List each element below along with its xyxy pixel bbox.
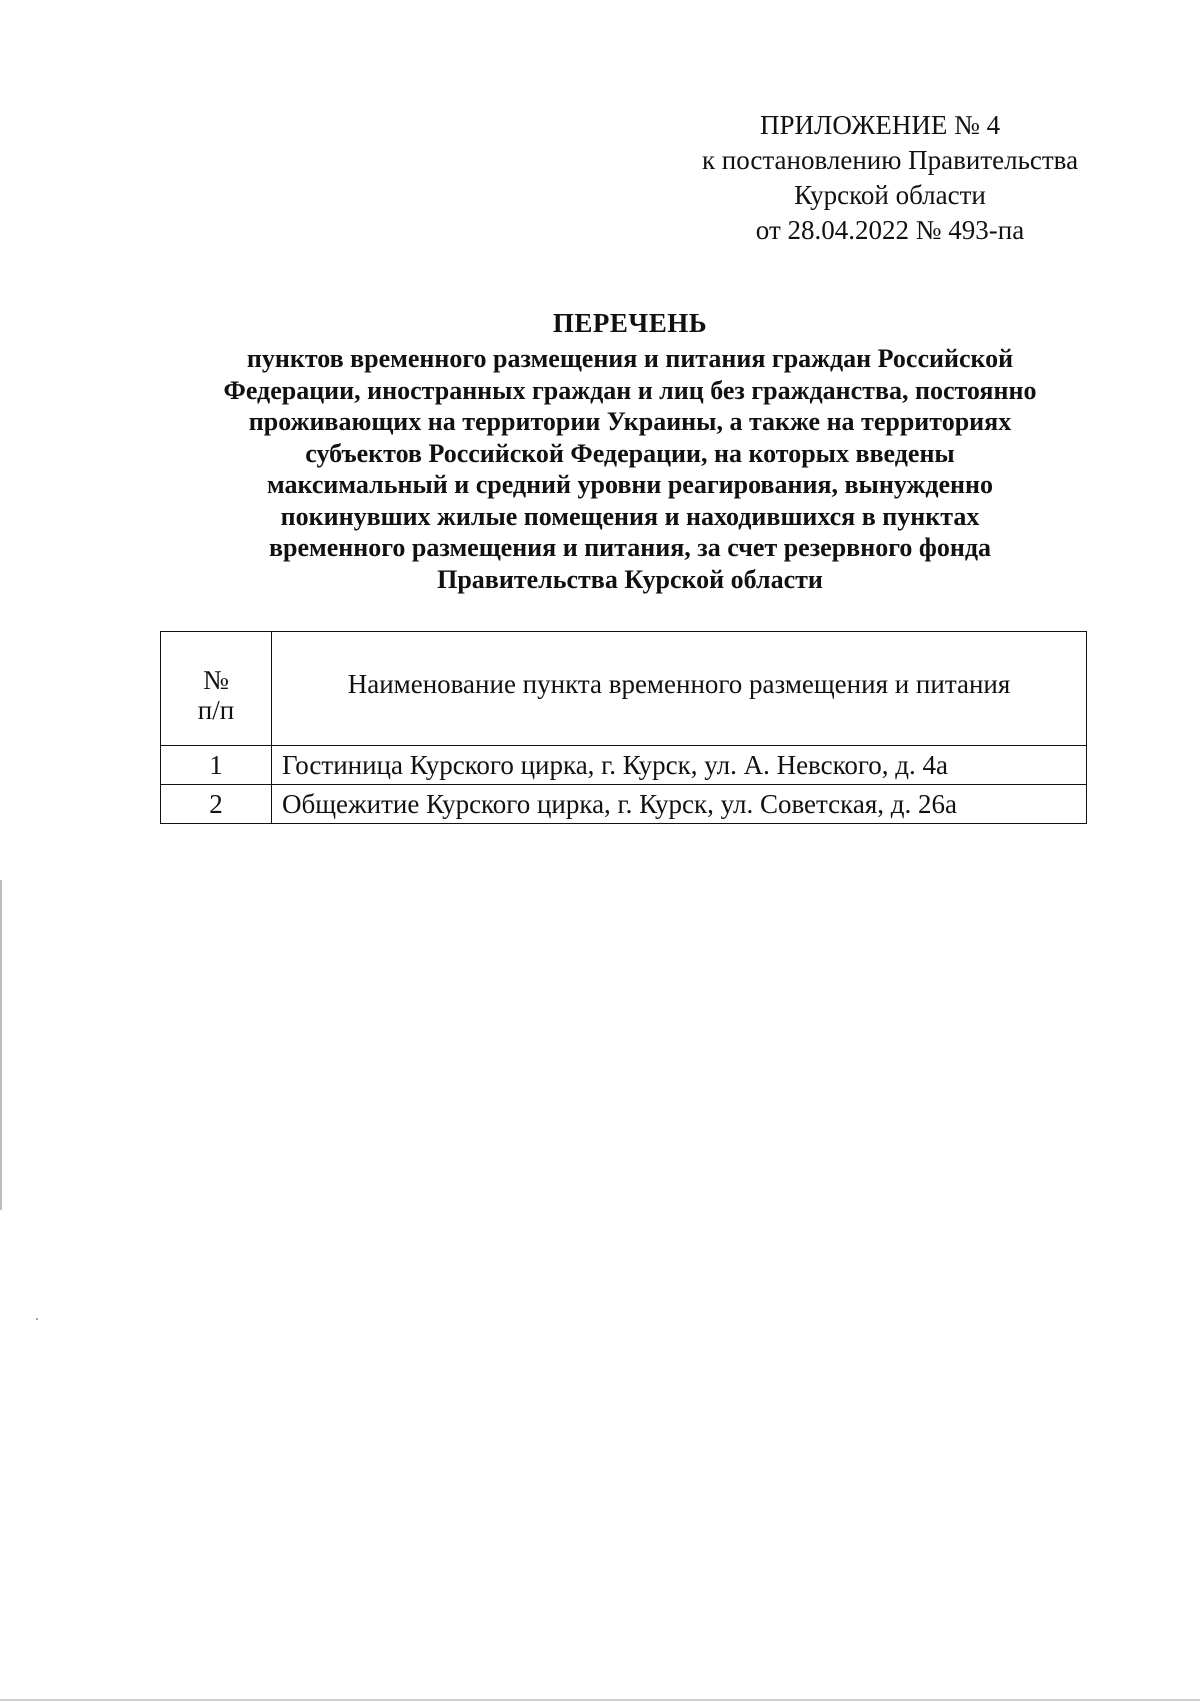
appendix-region: Курской области [794, 180, 986, 210]
title-line: максимальный и средний уровни реагирования, вынужденно [267, 470, 993, 499]
row-number: 1 [161, 746, 272, 785]
title-line: пунктов временного размещения и питания граждан Российской [246, 344, 1014, 373]
appendix-date: от 28.04.2022 № 493-па [755, 215, 1025, 245]
table-row [161, 746, 1087, 785]
appendix-reference: к постановлению Правительства [701, 145, 1079, 175]
title-heading: ПЕРЕЧЕНЬ [552, 308, 708, 338]
appendix-block [680, 108, 1100, 248]
title-line: Правительства Курской области [437, 564, 823, 594]
table-row [161, 785, 1087, 824]
facilities-table [160, 631, 1087, 824]
number-abbrev: п/п [197, 695, 235, 725]
number-sign: № [203, 665, 229, 695]
title-line: временного размещения и питания, за счет резервного фонда [269, 533, 991, 562]
column-header-number [161, 632, 272, 746]
column-header-name: Наименование пункта временного размещения и питания [272, 632, 1087, 746]
row-name: Общежитие Курского цирка, г. Курск, ул. Советская, д. 26а [272, 785, 1087, 824]
title-line: Федерации, иностранных граждан и лиц без гражданства, постоянно [223, 375, 1037, 405]
title-line: субъектов Российской Федерации, на которых введены [305, 438, 955, 468]
title-line: проживающих на территории Украины, а также на территориях [248, 407, 1012, 436]
row-number: 2 [161, 785, 272, 824]
scan-speck [36, 1318, 38, 1320]
scan-edge-mark [0, 880, 2, 1210]
appendix-number: ПРИЛОЖЕНИЕ № 4 [760, 110, 1001, 140]
table-header-row [161, 632, 1087, 746]
row-name: Гостиница Курского цирка, г. Курск, ул. А. Невского, д. 4а [272, 746, 1087, 785]
document-title [150, 305, 1110, 595]
title-line: покинувших жилые помещения и находившихся в пунктах [280, 501, 980, 531]
